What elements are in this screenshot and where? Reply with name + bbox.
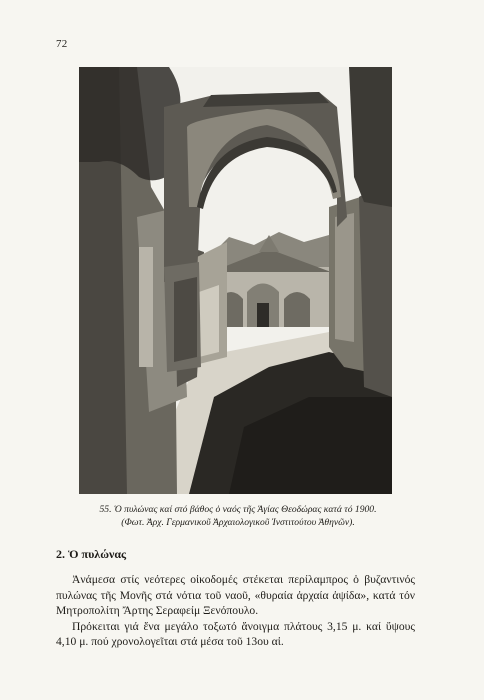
archival-photograph — [79, 67, 392, 494]
page-number: 72 — [56, 38, 68, 50]
section-heading: 2. Ὁ πυλώνας — [56, 547, 127, 561]
paragraph-2: Πρόκειται γιά ἕνα μεγάλο τοξωτό ἄνοιγμα πλάτους 3,15 μ. καί ὕψους 4,10 μ. πού χρονολογεῖται στά μέσα τοῦ 13ου αἰ. — [56, 619, 415, 649]
caption-line-2: (Φωτ. Ἀρχ. Γερμανικοῦ Ἀρχαιολογικοῦ Ἰνστιτούτου Ἀθηνῶν). — [121, 517, 355, 528]
figure-caption — [58, 503, 418, 529]
caption-line-1: 55. Ὁ πυλώνας καί στό βάθος ὁ ναός τῆς Ἁγίας Θεοδώρας κατά τό 1900. — [99, 504, 377, 515]
paragraph-1: Ἀνάμεσα στίς νεότερες οἰκοδομές στέκεται περίλαμπρος ὁ βυζαντινός πυλώνας τῆς Μονῆς στά νότια τοῦ ναοῦ, «θυραία ἀρχαία ἀψίδα», κατά τόν Μητροπολίτη Ἄρτης Σεραφείμ Ξενόπουλο. — [56, 573, 415, 618]
body-text — [56, 572, 415, 650]
